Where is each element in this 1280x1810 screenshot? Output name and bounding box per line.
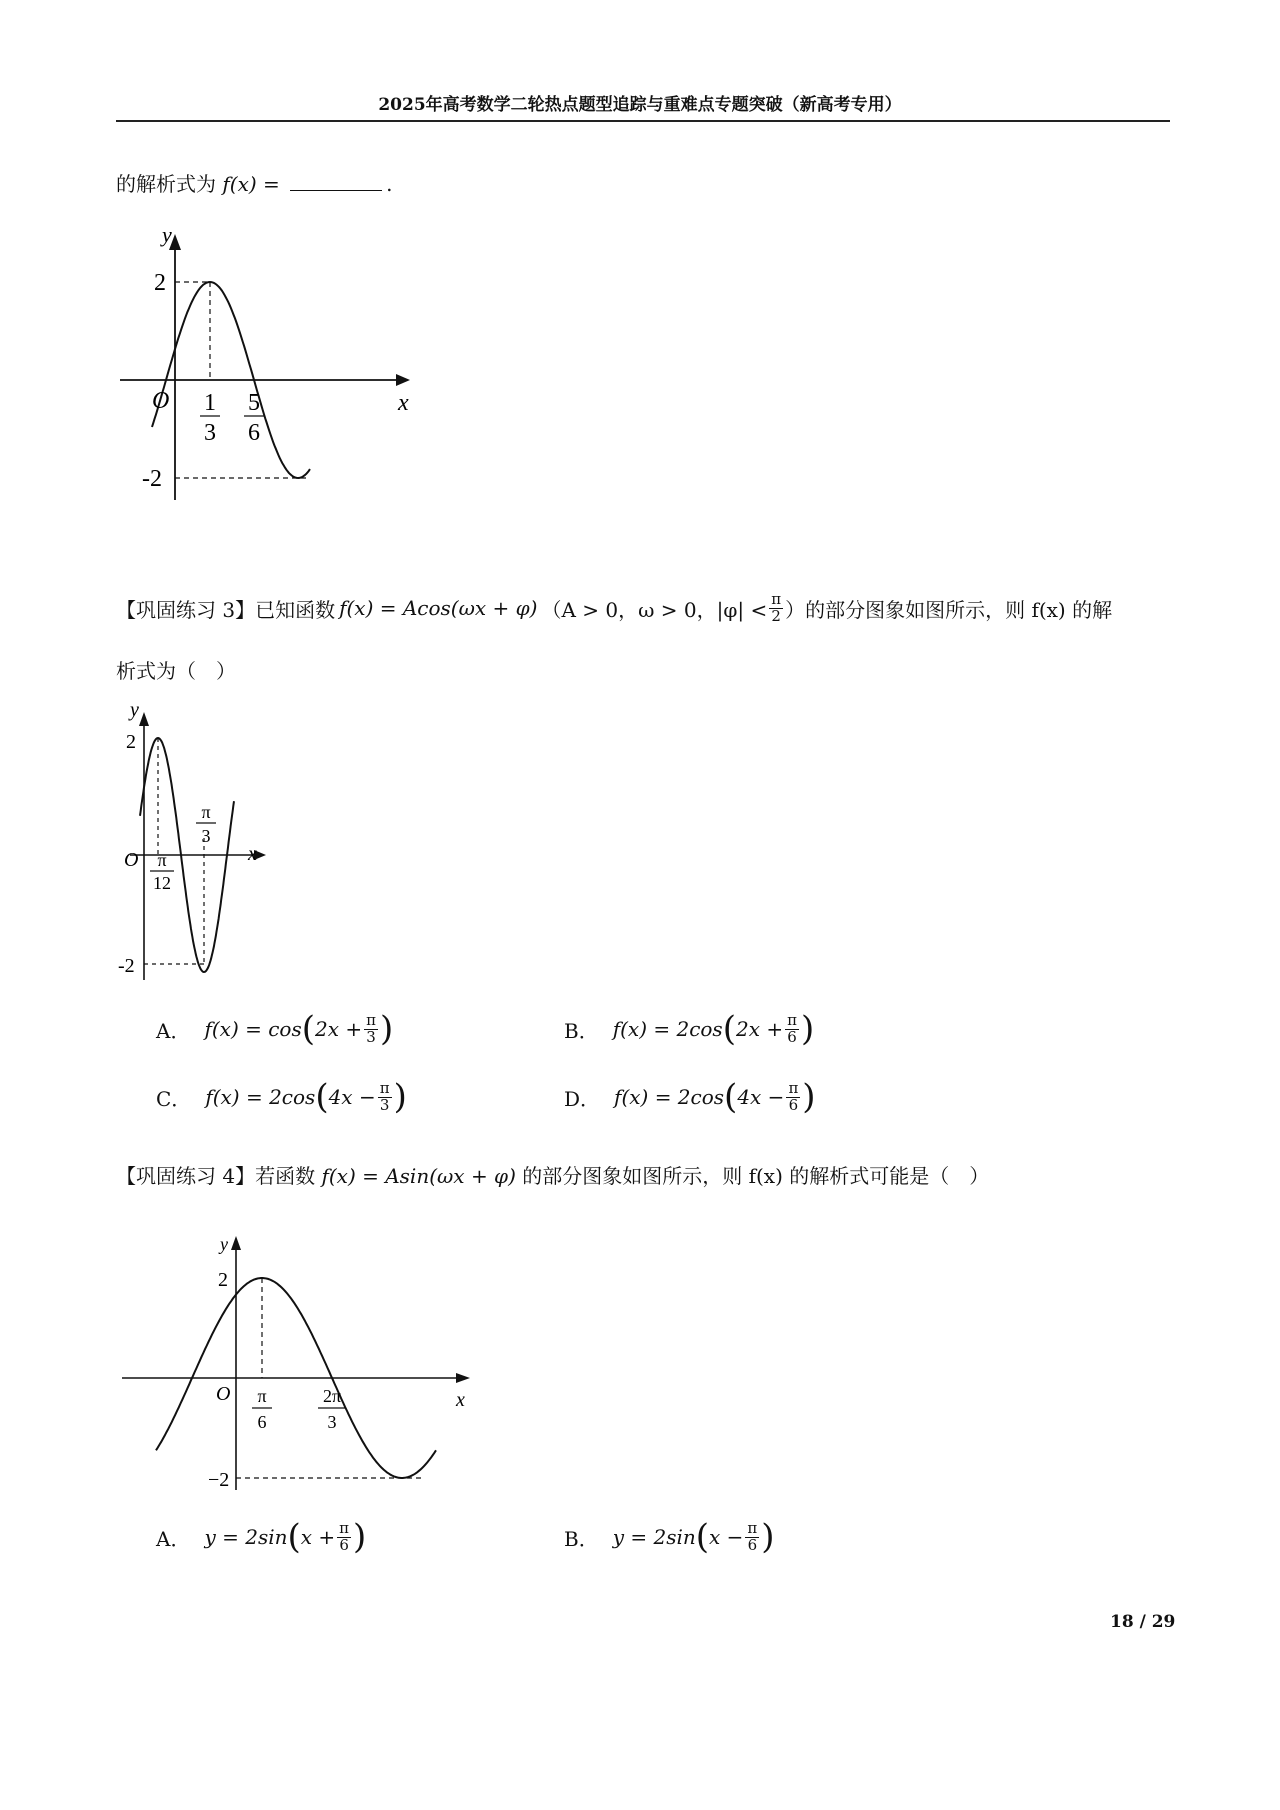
practice3-option-d[interactable] [564, 1077, 816, 1117]
paren-right: ) [761, 1517, 775, 1557]
origin-label: O [152, 388, 170, 414]
practice4-text-b: 的部分图象如图所示，则 f(x) 的解析式可能是（ ） [522, 1164, 990, 1188]
y-label: y [130, 699, 139, 721]
frac-den: 6 [747, 1535, 758, 1554]
x-axis-arrow [396, 374, 410, 386]
practice3-cond: （A > 0，ω > 0，|φ| < [541, 597, 768, 622]
x-tick-2-num: 2π [322, 1386, 342, 1406]
option-inner: x + [300, 1525, 336, 1549]
graph-practice3 [110, 690, 270, 990]
frac-den: 3 [379, 1095, 390, 1114]
paren-right: ) [800, 1009, 815, 1049]
y-axis-arrow [231, 1236, 241, 1250]
practice4-option-a[interactable] [156, 1517, 367, 1557]
option-label: B． [564, 1526, 599, 1551]
frac-num: π [339, 1518, 350, 1537]
frac-num: π [788, 1078, 799, 1097]
paren-left: ( [695, 1517, 710, 1557]
frac-num: π [366, 1010, 376, 1029]
option-func: f(x) = 2cos [614, 1085, 725, 1109]
option-label: A． [156, 1526, 191, 1551]
y-tick-max: 2 [218, 1269, 228, 1291]
practice3-text-a: 已知函数 [255, 597, 336, 622]
graph-practice4 [116, 1220, 476, 1500]
y-axis-arrow [139, 712, 149, 726]
frac-num: π [787, 1010, 797, 1029]
answer-blank [290, 172, 382, 191]
paren-right: ) [353, 1517, 367, 1557]
prev-question-end: . [386, 172, 393, 196]
y-label: y [220, 1234, 228, 1254]
frac-den: 2 [771, 606, 781, 625]
frac-den: 6 [787, 1027, 797, 1046]
practice3-label: 【巩固练习 3】 [116, 597, 256, 622]
x-tick-2-den: 3 [201, 826, 211, 846]
paren-left: ( [315, 1077, 329, 1117]
option-inner: 2x + [314, 1017, 363, 1041]
option-frac [364, 1010, 378, 1046]
y-label: y [162, 222, 172, 247]
paren-left: ( [724, 1077, 738, 1117]
paren-left: ( [287, 1517, 301, 1557]
practice4-label: 【巩固练习 4】 [116, 1164, 256, 1188]
practice3-option-c[interactable] [156, 1077, 407, 1117]
header-rule [116, 120, 1170, 122]
practice3-line1 [116, 592, 1112, 625]
practice3-func: f(x) = Acos(ωx + φ) [339, 596, 538, 621]
option-inner: 4x − [328, 1085, 376, 1109]
prev-question-line [116, 168, 392, 197]
option-func: f(x) = 2cos [612, 1017, 723, 1041]
option-label: D． [564, 1086, 601, 1111]
prev-question-text: 的解析式为 [116, 172, 216, 196]
prev-question-func: f(x) = [222, 172, 280, 196]
practice4-func: f(x) = Asin(ωx + φ) [321, 1164, 516, 1188]
option-frac [745, 1518, 759, 1554]
option-inner: x − [709, 1525, 744, 1549]
x-tick-2-den: 3 [327, 1412, 337, 1432]
frac-den: 6 [339, 1535, 349, 1554]
option-frac [337, 1518, 351, 1554]
paren-right: ) [379, 1009, 394, 1049]
y-tick-min: -2 [142, 466, 162, 492]
paren-right: ) [393, 1077, 407, 1117]
practice3-text-b: ）的部分图象如图所示，则 f(x) 的解 [785, 597, 1113, 622]
x-label: x [398, 390, 409, 416]
y-tick-max: 2 [126, 731, 136, 753]
option-func: f(x) = 2cos [205, 1085, 316, 1109]
frac-num: π [379, 1078, 390, 1097]
x-tick-1-den: 12 [153, 873, 171, 893]
option-frac [785, 1010, 799, 1046]
practice4-line1 [116, 1160, 989, 1189]
page-header: 2025年高考数学二轮热点题型追踪与重难点专题突破（新高考专用） [378, 95, 902, 115]
option-inner: 2x + [735, 1017, 784, 1041]
frac-num: π [747, 1518, 758, 1537]
frac-num: π [771, 590, 782, 608]
practice3-line2: 析式为（ ） [116, 659, 236, 683]
x-tick-1-num: π [257, 1386, 267, 1406]
x-label: x [248, 843, 257, 865]
paren-left: ( [722, 1009, 736, 1049]
option-frac [786, 1078, 800, 1114]
practice3-cond-frac [769, 592, 783, 625]
paren-left: ( [301, 1009, 315, 1049]
origin-label: O [124, 849, 139, 871]
practice4-option-b[interactable] [564, 1517, 775, 1557]
option-inner: 4x − [737, 1085, 785, 1109]
frac-den: 6 [788, 1095, 799, 1114]
practice3-option-a[interactable] [156, 1009, 394, 1049]
x-tick-2-num: π [201, 802, 211, 822]
x-tick-2-den: 6 [248, 420, 260, 446]
option-func: y = 2sin [204, 1525, 288, 1549]
practice4-text-a: 若函数 [255, 1164, 316, 1188]
y-tick-max: 2 [154, 270, 166, 296]
option-label: B． [564, 1018, 599, 1043]
x-tick-1-num: 1 [204, 390, 216, 416]
origin-label: O [216, 1383, 231, 1405]
x-tick-1-num: π [157, 850, 167, 870]
y-tick-min: −2 [208, 1469, 230, 1491]
option-label: A． [156, 1018, 191, 1043]
x-label: x [456, 1389, 465, 1411]
x-tick-1-den: 6 [257, 1412, 267, 1432]
page-number: 18 / 29 [1110, 1612, 1176, 1632]
option-frac [378, 1078, 392, 1114]
frac-den: 3 [366, 1027, 376, 1046]
option-func: f(x) = cos [204, 1017, 302, 1041]
practice3-option-b[interactable] [564, 1009, 815, 1049]
option-label: C． [156, 1086, 192, 1111]
graph-1 [110, 220, 430, 510]
y-tick-min: -2 [118, 955, 135, 977]
paren-right: ) [802, 1077, 816, 1117]
option-func: y = 2sin [612, 1525, 696, 1549]
x-tick-1-den: 3 [204, 420, 216, 446]
x-tick-2-num: 5 [248, 390, 260, 416]
x-axis-arrow [456, 1373, 470, 1383]
